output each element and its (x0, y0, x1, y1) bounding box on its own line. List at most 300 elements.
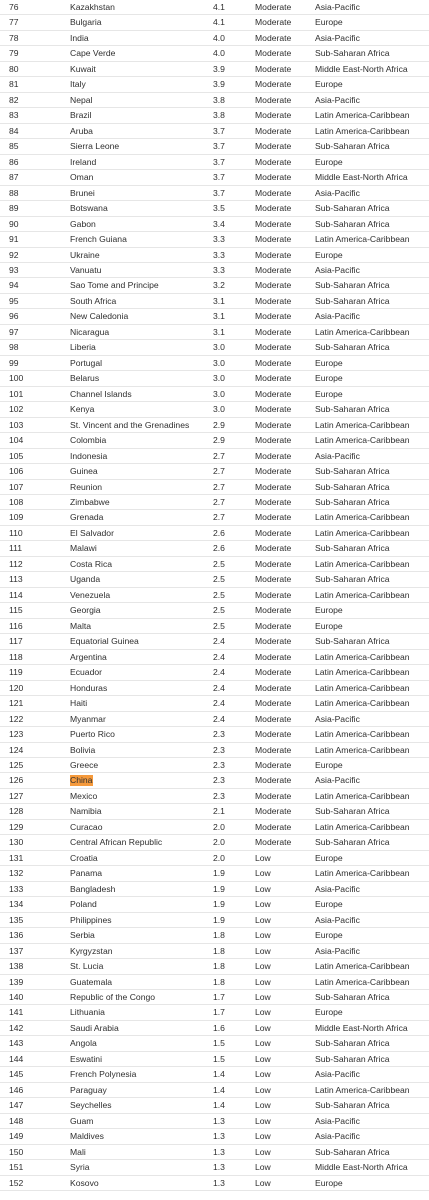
country-cell: Haiti (70, 698, 88, 709)
score-cell: 2.6 (213, 543, 225, 554)
region-cell: Europe (315, 17, 343, 28)
rank-cell: 96 (9, 311, 19, 322)
rank-cell: 102 (9, 404, 24, 415)
country-cell: Kosovo (70, 1177, 99, 1188)
rank-cell: 100 (9, 373, 24, 384)
score-cell: 4.0 (213, 32, 225, 43)
score-cell: 3.7 (213, 141, 225, 152)
rank-cell: 113 (9, 574, 23, 585)
region-cell: Europe (315, 759, 343, 770)
score-cell: 2.5 (213, 605, 225, 616)
country-cell: India (70, 32, 89, 43)
score-cell: 2.4 (213, 682, 225, 693)
table-row (0, 959, 429, 974)
level-cell: Moderate (255, 17, 292, 28)
rank-cell: 147 (9, 1100, 24, 1111)
region-cell: Sub-Saharan Africa (315, 636, 390, 647)
table-row (0, 325, 429, 340)
region-cell: Europe (315, 388, 343, 399)
region-cell: Europe (315, 156, 343, 167)
rank-cell: 137 (9, 945, 24, 956)
level-cell: Moderate (255, 837, 292, 848)
level-cell: Low (255, 1115, 271, 1126)
rank-cell: 90 (9, 218, 19, 229)
region-cell: Sub-Saharan Africa (315, 203, 390, 214)
country-cell: Maldives (70, 1131, 104, 1142)
level-cell: Moderate (255, 729, 292, 740)
rank-cell: 109 (9, 512, 24, 523)
score-cell: 2.7 (213, 450, 225, 461)
region-cell: Latin America-Caribbean (315, 790, 410, 801)
country-cell: Republic of the Congo (70, 992, 156, 1002)
level-cell: Moderate (255, 234, 292, 245)
country-cell: Guinea (70, 466, 98, 477)
rank-cell: 84 (9, 125, 19, 136)
rank-cell: 142 (9, 1022, 24, 1033)
table-row (0, 588, 429, 603)
level-cell: Moderate (255, 543, 292, 554)
rank-cell: 124 (9, 744, 24, 755)
rank-cell: 116 (9, 620, 23, 631)
score-cell: 1.5 (213, 1038, 225, 1049)
region-cell: Europe (315, 373, 343, 384)
rank-cell: 129 (9, 821, 24, 832)
table-row (0, 1005, 429, 1020)
score-cell: 1.8 (213, 945, 225, 956)
country-cell: Panama (70, 868, 103, 879)
region-cell: Latin America-Caribbean (315, 435, 410, 446)
table-row (0, 1176, 429, 1191)
rank-cell: 108 (9, 497, 24, 507)
score-cell: 2.0 (213, 837, 225, 848)
level-cell: Moderate (255, 806, 292, 817)
score-cell: 2.7 (213, 512, 225, 523)
score-cell: 3.3 (213, 234, 225, 245)
score-cell: 2.5 (213, 574, 225, 585)
rank-cell: 115 (9, 605, 23, 616)
level-cell: Low (255, 852, 271, 863)
country-cell: St. Lucia (70, 961, 104, 972)
country-cell: Indonesia (70, 450, 108, 461)
region-cell: Latin America-Caribbean (315, 744, 410, 755)
rank-cell: 103 (9, 419, 24, 430)
rank-cell: 120 (9, 682, 24, 693)
level-cell: Moderate (255, 450, 292, 461)
rank-cell: 76 (9, 2, 19, 12)
score-cell: 1.4 (213, 1084, 225, 1095)
region-cell: Sub-Saharan Africa (315, 295, 390, 306)
score-cell: 2.1 (213, 806, 225, 817)
region-cell: Europe (315, 79, 343, 90)
country-cell: Eswatini (70, 1053, 102, 1064)
table-row (0, 851, 429, 866)
rank-cell: 152 (9, 1177, 24, 1188)
rank-cell: 77 (9, 17, 19, 28)
region-cell: Sub-Saharan Africa (315, 574, 390, 585)
rank-cell: 101 (9, 388, 24, 399)
country-cell: Kyrgyzstan (70, 945, 113, 956)
country-cell: Equatorial Guinea (70, 636, 139, 647)
level-cell: Moderate (255, 744, 292, 755)
country-cell: Namibia (70, 806, 102, 817)
country-cell: Puerto Rico (70, 729, 115, 740)
country-cell: Seychelles (70, 1100, 112, 1111)
region-cell: Middle East-North Africa (315, 1022, 408, 1033)
score-cell: 3.1 (213, 295, 225, 306)
level-cell: Moderate (255, 373, 292, 384)
score-cell: 2.9 (213, 419, 225, 430)
table-row (0, 1067, 429, 1082)
region-cell: Latin America-Caribbean (315, 234, 410, 245)
country-cell: Kenya (70, 404, 95, 415)
region-cell: Sub-Saharan Africa (315, 466, 390, 477)
region-cell: Latin America-Caribbean (315, 682, 410, 693)
score-cell: 1.5 (213, 1053, 225, 1064)
level-cell: Moderate (255, 110, 292, 121)
country-cell: Portugal (70, 357, 103, 368)
level-cell: Moderate (255, 311, 292, 322)
rank-cell: 123 (9, 729, 24, 740)
region-cell: Middle East-North Africa (315, 63, 408, 74)
level-cell: Moderate (255, 497, 292, 507)
table-row (0, 820, 429, 835)
level-cell: Moderate (255, 527, 292, 538)
level-cell: Moderate (255, 218, 292, 229)
level-cell: Low (255, 1053, 271, 1064)
region-cell: Europe (315, 930, 343, 941)
country-cell: Sao Tome and Principe (70, 280, 159, 291)
score-cell: 2.4 (213, 636, 225, 647)
level-cell: Moderate (255, 141, 292, 152)
score-cell: 3.7 (213, 187, 225, 198)
level-cell: Moderate (255, 651, 292, 662)
table-row (0, 201, 429, 216)
score-cell: 2.6 (213, 527, 225, 538)
table-row (0, 480, 429, 495)
score-cell: 1.8 (213, 930, 225, 941)
country-cell: Lithuania (70, 1007, 105, 1018)
score-cell: 3.7 (213, 125, 225, 136)
level-cell: Moderate (255, 435, 292, 446)
rank-cell: 118 (9, 651, 23, 662)
rank-cell: 134 (9, 899, 24, 910)
region-cell: Europe (315, 899, 343, 910)
level-cell: Moderate (255, 63, 292, 74)
level-cell: Low (255, 914, 271, 925)
level-cell: Moderate (255, 404, 292, 415)
region-cell: Sub-Saharan Africa (315, 1100, 390, 1111)
level-cell: Low (255, 976, 271, 987)
level-cell: Moderate (255, 558, 292, 569)
country-cell: Venezuela (70, 589, 111, 600)
level-cell: Low (255, 1007, 271, 1018)
country-cell: Bangladesh (70, 883, 116, 894)
score-cell: 3.8 (213, 94, 225, 105)
rank-cell: 88 (9, 187, 19, 198)
region-cell: Europe (315, 852, 343, 863)
country-cell: Vanuatu (70, 264, 102, 275)
country-cell: Curacao (70, 821, 103, 832)
score-cell: 4.0 (213, 48, 225, 59)
rank-cell: 85 (9, 141, 19, 152)
score-cell: 4.1 (213, 17, 225, 28)
region-cell: Latin America-Caribbean (315, 868, 410, 879)
region-cell: Europe (315, 1007, 343, 1018)
region-cell: Asia-Pacific (315, 264, 360, 275)
level-cell: Moderate (255, 79, 292, 90)
score-cell: 2.0 (213, 821, 225, 832)
country-cell: Argentina (70, 651, 107, 662)
table-row (0, 387, 429, 402)
score-cell: 1.4 (213, 1069, 225, 1080)
score-cell: 2.5 (213, 620, 225, 631)
rank-cell: 114 (9, 589, 23, 600)
table-row (0, 170, 429, 185)
level-cell: Moderate (255, 589, 292, 600)
table-row (0, 139, 429, 154)
region-cell: Latin America-Caribbean (315, 110, 410, 121)
table-row (0, 263, 429, 278)
region-cell: Asia-Pacific (315, 1131, 360, 1142)
score-cell: 3.0 (213, 357, 225, 368)
score-cell: 2.7 (213, 497, 225, 507)
country-cell: New Caledonia (70, 311, 129, 322)
level-cell: Moderate (255, 512, 292, 523)
country-cell: Saudi Arabia (70, 1022, 119, 1033)
score-cell: 2.7 (213, 481, 225, 492)
table-row (0, 789, 429, 804)
country-cell: Bulgaria (70, 17, 102, 28)
score-cell: 3.0 (213, 373, 225, 384)
country-cell: Brunei (70, 187, 95, 198)
region-cell: Sub-Saharan Africa (315, 837, 390, 848)
table-row (0, 1145, 429, 1160)
table-row (0, 217, 429, 232)
region-cell: Middle East-North Africa (315, 172, 408, 183)
rank-cell: 80 (9, 63, 19, 74)
rank-cell: 127 (9, 790, 24, 801)
region-cell: Asia-Pacific (315, 945, 360, 956)
level-cell: Moderate (255, 605, 292, 616)
rank-cell: 130 (9, 837, 24, 848)
rank-cell: 82 (9, 94, 19, 105)
rank-cell: 125 (9, 759, 24, 770)
level-cell: Moderate (255, 326, 292, 337)
level-cell: Moderate (255, 48, 292, 59)
country-cell: Honduras (70, 682, 108, 693)
rank-cell: 79 (9, 48, 19, 59)
rank-cell: 117 (9, 636, 23, 647)
table-row (0, 696, 429, 711)
rank-cell: 95 (9, 295, 19, 306)
country-cell: Uganda (70, 574, 101, 585)
table-row (0, 1021, 429, 1036)
level-cell: Moderate (255, 775, 292, 786)
level-cell: Moderate (255, 357, 292, 368)
region-cell: Sub-Saharan Africa (315, 992, 390, 1002)
rank-cell: 126 (9, 775, 24, 786)
rank-cell: 135 (9, 914, 24, 925)
level-cell: Low (255, 1069, 271, 1080)
table-row (0, 944, 429, 959)
country-cell: Greece (70, 759, 99, 770)
rank-cell: 151 (9, 1162, 24, 1173)
table-row (0, 928, 429, 943)
region-cell: Latin America-Caribbean (315, 589, 410, 600)
country-cell: Belarus (70, 373, 100, 384)
score-cell: 1.9 (213, 899, 225, 910)
region-cell: Sub-Saharan Africa (315, 48, 390, 59)
score-cell: 3.1 (213, 311, 225, 322)
table-row (0, 727, 429, 742)
country-cell: Italy (70, 79, 86, 90)
table-row (0, 913, 429, 928)
level-cell: Low (255, 961, 271, 972)
country-cell: Guatemala (70, 976, 113, 987)
level-cell: Moderate (255, 821, 292, 832)
rank-cell: 119 (9, 667, 23, 678)
level-cell: Moderate (255, 203, 292, 214)
region-cell: Asia-Pacific (315, 311, 360, 322)
rank-cell: 87 (9, 172, 19, 183)
score-cell: 2.5 (213, 589, 225, 600)
region-cell: Latin America-Caribbean (315, 527, 410, 538)
country-cell: Channel Islands (70, 388, 132, 399)
table-row (0, 433, 429, 448)
country-cell (70, 773, 210, 788)
table-row (0, 1129, 429, 1144)
level-cell: Moderate (255, 342, 292, 353)
score-cell: 3.9 (213, 79, 225, 90)
region-cell: Latin America-Caribbean (315, 326, 410, 337)
country-cell: Grenada (70, 512, 104, 523)
table-row (0, 371, 429, 386)
level-cell: Moderate (255, 713, 292, 724)
table-row (0, 418, 429, 433)
level-cell: Moderate (255, 636, 292, 647)
level-cell: Moderate (255, 388, 292, 399)
level-cell: Moderate (255, 790, 292, 801)
region-cell: Sub-Saharan Africa (315, 141, 390, 152)
level-cell: Moderate (255, 466, 292, 477)
rank-cell: 122 (9, 713, 24, 724)
level-cell: Moderate (255, 187, 292, 198)
score-cell: 1.3 (213, 1131, 225, 1142)
region-cell: Latin America-Caribbean (315, 667, 410, 678)
region-cell: Latin America-Caribbean (315, 821, 410, 832)
score-cell: 3.2 (213, 280, 225, 291)
score-cell: 3.0 (213, 388, 225, 399)
table-row (0, 309, 429, 324)
score-cell: 3.0 (213, 342, 225, 353)
score-cell: 2.3 (213, 790, 225, 801)
level-cell: Moderate (255, 2, 292, 12)
region-cell: Latin America-Caribbean (315, 558, 410, 569)
level-cell: Moderate (255, 32, 292, 43)
table-row (0, 186, 429, 201)
region-cell: Asia-Pacific (315, 32, 360, 43)
score-cell: 4.1 (213, 2, 225, 12)
country-cell: Kazakhstan (70, 2, 115, 12)
table-row (0, 93, 429, 108)
region-cell: Latin America-Caribbean (315, 512, 410, 523)
score-cell: 3.1 (213, 326, 225, 337)
table-row (0, 1083, 429, 1098)
country-cell: Malta (70, 620, 92, 631)
region-cell: Europe (315, 357, 343, 368)
country-cell: Philippines (70, 914, 112, 925)
country-cell: Gabon (70, 218, 96, 229)
score-cell: 1.9 (213, 914, 225, 925)
score-cell: 3.9 (213, 63, 225, 74)
region-cell: Asia-Pacific (315, 2, 360, 12)
country-cell: Brazil (70, 110, 92, 121)
score-cell: 1.9 (213, 883, 225, 894)
score-cell: 1.7 (213, 1007, 225, 1018)
region-cell: Sub-Saharan Africa (315, 1146, 390, 1157)
table-row (0, 340, 429, 355)
region-cell: Sub-Saharan Africa (315, 280, 390, 291)
country-cell: Reunion (70, 481, 103, 492)
rank-cell: 89 (9, 203, 19, 214)
country-cell: Mexico (70, 790, 98, 801)
score-cell: 2.3 (213, 744, 225, 755)
score-cell: 2.4 (213, 698, 225, 709)
region-cell: Sub-Saharan Africa (315, 481, 390, 492)
score-cell: 1.3 (213, 1177, 225, 1188)
table-row (0, 526, 429, 541)
country-cell: Angola (70, 1038, 97, 1049)
table-row (0, 1036, 429, 1051)
table-row (0, 835, 429, 850)
country-cell: Sierra Leone (70, 141, 120, 152)
country-cell: Georgia (70, 605, 101, 616)
country-cell: Poland (70, 899, 97, 910)
table-row (0, 975, 429, 990)
table-row (0, 108, 429, 123)
level-cell: Moderate (255, 481, 292, 492)
level-cell: Moderate (255, 620, 292, 631)
score-cell: 1.6 (213, 1022, 225, 1033)
score-cell: 1.3 (213, 1146, 225, 1157)
score-cell: 3.3 (213, 264, 225, 275)
score-cell: 2.7 (213, 466, 225, 477)
region-cell: Sub-Saharan Africa (315, 1053, 390, 1064)
level-cell: Moderate (255, 280, 292, 291)
highlighted-country: China (70, 775, 93, 786)
region-cell: Asia-Pacific (315, 1115, 360, 1126)
rank-cell: 83 (9, 110, 19, 121)
rank-cell: 86 (9, 156, 19, 167)
country-cell: South Africa (70, 295, 117, 306)
region-cell: Sub-Saharan Africa (315, 543, 390, 554)
region-cell: Sub-Saharan Africa (315, 497, 390, 507)
region-cell: Europe (315, 605, 343, 616)
country-cell: Oman (70, 172, 94, 183)
level-cell: Low (255, 868, 271, 879)
score-cell: 1.4 (213, 1100, 225, 1111)
country-cell: Cape Verde (70, 48, 116, 59)
rank-cell: 107 (9, 481, 24, 492)
region-cell: Latin America-Caribbean (315, 729, 410, 740)
country-cell: Aruba (70, 125, 93, 136)
table-row (0, 495, 429, 510)
rank-cell: 97 (9, 326, 19, 337)
table-row (0, 882, 429, 897)
region-cell: Sub-Saharan Africa (315, 1038, 390, 1049)
table-row (0, 634, 429, 649)
level-cell: Moderate (255, 172, 292, 183)
